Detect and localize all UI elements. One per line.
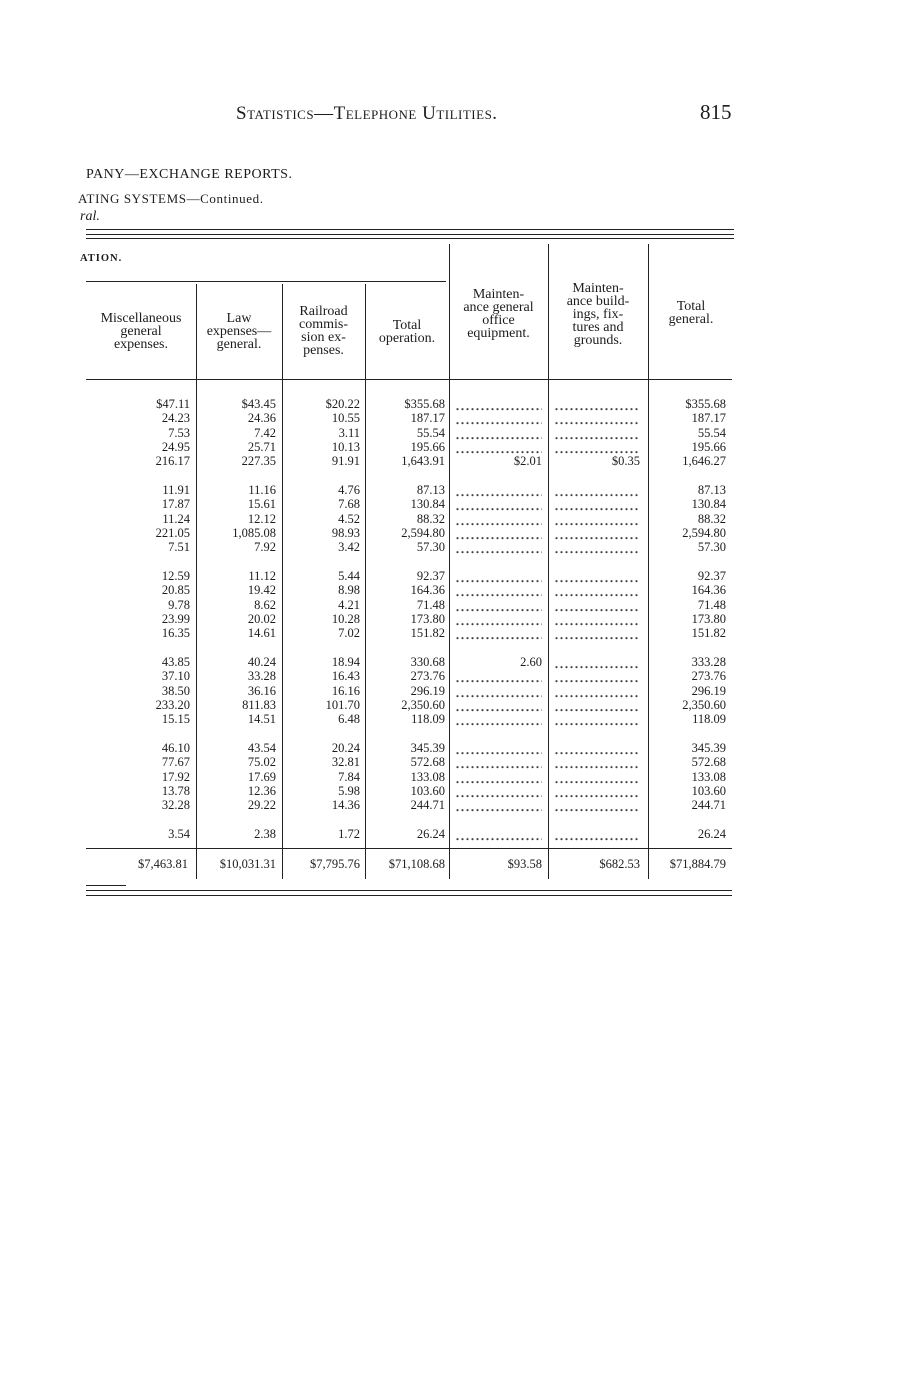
table-cell-total-general: 57.30 xyxy=(697,540,726,555)
table-cell-total-operation: 92.37 xyxy=(416,569,445,583)
totals-top-rule xyxy=(86,848,732,849)
table-cell-law: 227.35 xyxy=(241,454,276,469)
table-cell-office-equipment xyxy=(455,598,542,612)
total-office-equipment: $93.58 xyxy=(507,857,542,871)
table-cell-law: 14.51 xyxy=(247,712,276,727)
table-cell-total-general: 2,350.60 xyxy=(682,697,726,712)
table-cell-railroad: 3.11 xyxy=(338,425,360,440)
table-cell-total-operation: 2,350.60 xyxy=(401,697,445,712)
title-line-1: PANY—EXCHANGE REPORTS. xyxy=(86,167,293,182)
table-cell-office-equipment xyxy=(455,583,542,597)
table-cell-total-operation: 273.76 xyxy=(410,669,445,684)
table-cell-misc: 38.50 xyxy=(161,683,190,698)
table-cell-office-equipment xyxy=(455,784,542,798)
table-cell-misc: 17.87 xyxy=(161,497,190,512)
table-cell-buildings xyxy=(554,655,640,669)
table-cell-office-equipment xyxy=(455,426,542,440)
table-cell-total-operation: 151.82 xyxy=(410,626,445,641)
table-cell-railroad: 91.91 xyxy=(331,454,360,469)
table-cell-buildings xyxy=(554,669,640,683)
table-cell-office-equipment xyxy=(455,741,542,755)
table-cell-buildings xyxy=(554,483,640,497)
table-cell-misc: 233.20 xyxy=(155,697,190,712)
total-total-operation: $71,108.68 xyxy=(388,857,445,871)
table-cell-total-general: 133.08 xyxy=(691,769,726,784)
table-cell-buildings xyxy=(554,497,640,511)
header-bottom-rule xyxy=(86,379,732,380)
table-cell-total-general: 151.82 xyxy=(691,626,726,641)
table-cell-buildings xyxy=(554,770,640,784)
table-cell-misc: 23.99 xyxy=(161,611,190,626)
table-cell-misc: 15.15 xyxy=(161,712,190,727)
table-cell-buildings xyxy=(554,827,640,841)
table-cell-misc: $47.11 xyxy=(156,397,190,411)
page-number: 815 xyxy=(700,100,732,124)
table-cell-misc: 77.67 xyxy=(161,755,190,770)
table-top-rule-2 xyxy=(86,234,734,235)
table-cell-total-operation: 26.24 xyxy=(416,827,445,841)
table-cell-total-operation: 173.80 xyxy=(410,611,445,626)
col-header-office-equipment: Mainten- ance general office equipment. xyxy=(463,287,534,341)
table-cell-railroad: 4.21 xyxy=(338,597,360,612)
col-header-total-general: Total general. xyxy=(668,299,714,327)
table-cell-total-operation: 187.17 xyxy=(410,411,445,426)
table-top-rule-3 xyxy=(86,238,734,239)
table-cell-misc: 11.91 xyxy=(162,483,190,497)
table-cell-law: 75.02 xyxy=(247,755,276,770)
table-cell-buildings xyxy=(554,583,640,597)
col-header-buildings: Mainten- ance build- ings, fix- tures and grounds. xyxy=(566,281,630,348)
table-cell-buildings xyxy=(554,512,640,526)
col-header-total-operation: Total operation. xyxy=(378,318,436,346)
table-cell-railroad: 4.52 xyxy=(338,511,360,526)
table-cell-total-operation: 1,643.91 xyxy=(401,454,445,469)
table-cell-buildings: $0.35 xyxy=(611,454,640,469)
table-cell-law: 20.02 xyxy=(247,611,276,626)
table-cell-total-operation: 195.66 xyxy=(410,439,445,454)
table-cell-total-general: 195.66 xyxy=(691,439,726,454)
table-cell-total-operation: $355.68 xyxy=(404,397,445,411)
table-cell-misc: 43.85 xyxy=(161,655,190,669)
table-cell-law: 40.24 xyxy=(247,655,276,669)
table-cell-total-operation: 88.32 xyxy=(416,511,445,526)
table-cell-law: 11.12 xyxy=(248,569,276,583)
table-cell-total-general: 173.80 xyxy=(691,611,726,626)
table-cell-office-equipment xyxy=(455,569,542,583)
table-cell-law: 14.61 xyxy=(247,626,276,641)
table-cell-total-operation: 330.68 xyxy=(410,655,445,669)
table-cell-misc: 221.05 xyxy=(155,525,190,540)
table-cell-total-operation: 118.09 xyxy=(411,712,445,727)
table-cell-misc: 3.54 xyxy=(168,827,190,841)
table-cell-railroad: 8.98 xyxy=(338,583,360,598)
table-cell-buildings xyxy=(554,712,640,726)
table-cell-railroad: 6.48 xyxy=(338,712,360,727)
table-cell-office-equipment xyxy=(455,411,542,425)
table-cell-total-general: 130.84 xyxy=(691,497,726,512)
table-bottom-rule-3 xyxy=(86,895,732,896)
table-cell-total-operation: 296.19 xyxy=(410,683,445,698)
table-cell-railroad: 20.24 xyxy=(331,741,360,755)
table-cell-misc: 7.53 xyxy=(168,425,190,440)
table-cell-total-operation: 130.84 xyxy=(410,497,445,512)
table-cell-total-general: 118.09 xyxy=(692,712,726,727)
table-cell-office-equipment xyxy=(455,540,542,554)
table-cell-misc: 16.35 xyxy=(161,626,190,641)
table-cell-office-equipment xyxy=(455,755,542,769)
table-cell-total-operation: 55.54 xyxy=(416,425,445,440)
table-cell-total-general: 345.39 xyxy=(691,741,726,755)
table-cell-railroad: 1.72 xyxy=(338,827,360,841)
title-line-3: ral. xyxy=(80,209,100,224)
table-cell-office-equipment xyxy=(455,770,542,784)
table-cell-buildings xyxy=(554,755,640,769)
total-railroad: $7,795.76 xyxy=(310,857,360,871)
table-cell-office-equipment xyxy=(455,626,542,640)
table-cell-railroad: 98.93 xyxy=(331,525,360,540)
table-cell-law: 1,085.08 xyxy=(232,525,276,540)
table-cell-law: 8.62 xyxy=(254,597,276,612)
table-cell-buildings xyxy=(554,698,640,712)
table-cell-railroad: 10.28 xyxy=(331,611,360,626)
table-cell-railroad: $20.22 xyxy=(325,397,360,411)
table-cell-office-equipment xyxy=(455,512,542,526)
table-cell-office-equipment xyxy=(455,712,542,726)
table-cell-railroad: 32.81 xyxy=(331,755,360,770)
table-bottom-rule-1 xyxy=(86,885,126,886)
total-misc: $7,463.81 xyxy=(138,857,188,871)
table-cell-total-operation: 87.13 xyxy=(416,483,445,497)
table-cell-total-general: 572.68 xyxy=(691,755,726,770)
title-line-2: ATING SYSTEMS—Continued. xyxy=(78,191,264,206)
table-cell-misc: 9.78 xyxy=(168,597,190,612)
table-cell-law: 7.42 xyxy=(254,425,276,440)
table-cell-misc: 7.51 xyxy=(168,540,190,555)
table-cell-law: 2.38 xyxy=(254,827,276,841)
table-cell-total-general: 92.37 xyxy=(697,569,726,583)
table-cell-total-general: 333.28 xyxy=(691,655,726,669)
table-cell-railroad: 7.84 xyxy=(338,769,360,784)
table-cell-office-equipment xyxy=(455,684,542,698)
table-cell-office-equipment xyxy=(455,497,542,511)
table-cell-total-general: 1,646.27 xyxy=(682,454,726,469)
table-bottom-rule-2 xyxy=(86,890,732,891)
table-cell-buildings xyxy=(554,397,640,411)
table-cell-total-operation: 244.71 xyxy=(410,798,445,813)
table-cell-total-operation: 103.60 xyxy=(410,783,445,798)
table-cell-misc: 17.92 xyxy=(161,769,190,784)
table-cell-office-equipment xyxy=(455,526,542,540)
table-cell-railroad: 7.02 xyxy=(338,626,360,641)
table-cell-misc: 32.28 xyxy=(161,798,190,813)
table-cell-total-general: 273.76 xyxy=(691,669,726,684)
table-cell-railroad: 16.43 xyxy=(331,669,360,684)
table-cell-law: 7.92 xyxy=(254,540,276,555)
table-cell-total-general: 26.24 xyxy=(697,827,726,841)
table-cell-law: 29.22 xyxy=(247,798,276,813)
table-cell-office-equipment xyxy=(455,397,542,411)
table-cell-misc: 216.17 xyxy=(155,454,190,469)
table-cell-misc: 37.10 xyxy=(161,669,190,684)
table-cell-railroad: 4.76 xyxy=(338,483,360,497)
table-cell-misc: 13.78 xyxy=(161,783,190,798)
table-cell-law: 17.69 xyxy=(247,769,276,784)
total-buildings: $682.53 xyxy=(599,857,640,871)
table-cell-office-equipment xyxy=(455,827,542,841)
table-cell-law: 24.36 xyxy=(247,411,276,426)
table-cell-buildings xyxy=(554,741,640,755)
running-head: Statistics—Telephone Utilities. xyxy=(236,103,498,124)
table-cell-railroad: 16.16 xyxy=(331,683,360,698)
total-law: $10,031.31 xyxy=(219,857,276,871)
table-cell-total-operation: 57.30 xyxy=(416,540,445,555)
table-cell-misc: 11.24 xyxy=(162,511,190,526)
table-cell-law: 811.83 xyxy=(242,697,276,712)
table-cell-railroad: 5.98 xyxy=(338,783,360,798)
table-cell-buildings xyxy=(554,426,640,440)
table-cell-misc: 24.95 xyxy=(161,439,190,454)
table-cell-total-operation: 133.08 xyxy=(410,769,445,784)
table-cell-buildings xyxy=(554,626,640,640)
table-cell-law: 12.12 xyxy=(247,511,276,526)
table-cell-misc: 46.10 xyxy=(161,741,190,755)
col-header-railroad: Railroad commis- sion ex- penses. xyxy=(299,304,348,358)
table-top-rule-1 xyxy=(86,229,734,230)
table-cell-misc: 24.23 xyxy=(161,411,190,426)
table-cell-law: 12.36 xyxy=(247,783,276,798)
table-cell-office-equipment xyxy=(455,669,542,683)
table-cell-total-operation: 164.36 xyxy=(410,583,445,598)
table-cell-total-operation: 2,594.80 xyxy=(401,525,445,540)
table-cell-office-equipment xyxy=(455,483,542,497)
table-cell-railroad: 18.94 xyxy=(331,655,360,669)
table-cell-total-general: 187.17 xyxy=(691,411,726,426)
table-cell-buildings xyxy=(554,540,640,554)
table-cell-buildings xyxy=(554,411,640,425)
table-cell-buildings xyxy=(554,612,640,626)
table-cell-railroad: 3.42 xyxy=(338,540,360,555)
table-cell-total-general: 244.71 xyxy=(691,798,726,813)
table-cell-buildings xyxy=(554,526,640,540)
table-cell-office-equipment xyxy=(455,698,542,712)
table-cell-office-equipment xyxy=(455,798,542,812)
table-cell-total-general: 164.36 xyxy=(691,583,726,598)
table-cell-office-equipment: 2.60 xyxy=(520,655,542,669)
table-cell-law: 36.16 xyxy=(247,683,276,698)
table-cell-total-general: 87.13 xyxy=(697,483,726,497)
table-cell-office-equipment: $2.01 xyxy=(513,454,542,469)
table-cell-law: 33.28 xyxy=(247,669,276,684)
total-total-general: $71,884.79 xyxy=(669,857,726,871)
table-cell-total-operation: 71.48 xyxy=(416,597,445,612)
table-cell-total-general: 71.48 xyxy=(697,597,726,612)
table-cell-total-general: 296.19 xyxy=(691,683,726,698)
table-cell-law: 19.42 xyxy=(247,583,276,598)
table-cell-office-equipment xyxy=(455,440,542,454)
table-cell-law: 25.71 xyxy=(247,439,276,454)
table-cell-buildings xyxy=(554,440,640,454)
table-cell-buildings xyxy=(554,684,640,698)
table-cell-railroad: 10.55 xyxy=(331,411,360,426)
table-cell-misc: 20.85 xyxy=(161,583,190,598)
table-cell-law: $43.45 xyxy=(241,397,276,411)
col-header-misc: Miscellaneous general expenses. xyxy=(100,311,182,352)
table-cell-law: 15.61 xyxy=(247,497,276,512)
table-cell-buildings xyxy=(554,598,640,612)
table-cell-misc: 12.59 xyxy=(161,569,190,583)
col-header-law: Law expenses— general. xyxy=(206,311,272,352)
table-cell-railroad: 10.13 xyxy=(331,439,360,454)
table-cell-total-general: 103.60 xyxy=(691,783,726,798)
table-cell-buildings xyxy=(554,569,640,583)
table-cell-law: 43.54 xyxy=(247,741,276,755)
table-cell-railroad: 5.44 xyxy=(338,569,360,583)
table-cell-railroad: 7.68 xyxy=(338,497,360,512)
section-label: ATION. xyxy=(80,253,123,264)
table-cell-total-general: 2,594.80 xyxy=(682,525,726,540)
table-cell-total-general: 55.54 xyxy=(697,425,726,440)
table-cell-law: 11.16 xyxy=(248,483,276,497)
table-cell-railroad: 101.70 xyxy=(325,697,360,712)
table-cell-total-operation: 572.68 xyxy=(410,755,445,770)
table-cell-total-general: $355.68 xyxy=(685,397,726,411)
table-cell-total-operation: 345.39 xyxy=(410,741,445,755)
table-cell-total-general: 88.32 xyxy=(697,511,726,526)
table-cell-buildings xyxy=(554,798,640,812)
table-cell-railroad: 14.36 xyxy=(331,798,360,813)
table-cell-office-equipment xyxy=(455,612,542,626)
operation-group-rule xyxy=(86,281,446,282)
table-cell-buildings xyxy=(554,784,640,798)
